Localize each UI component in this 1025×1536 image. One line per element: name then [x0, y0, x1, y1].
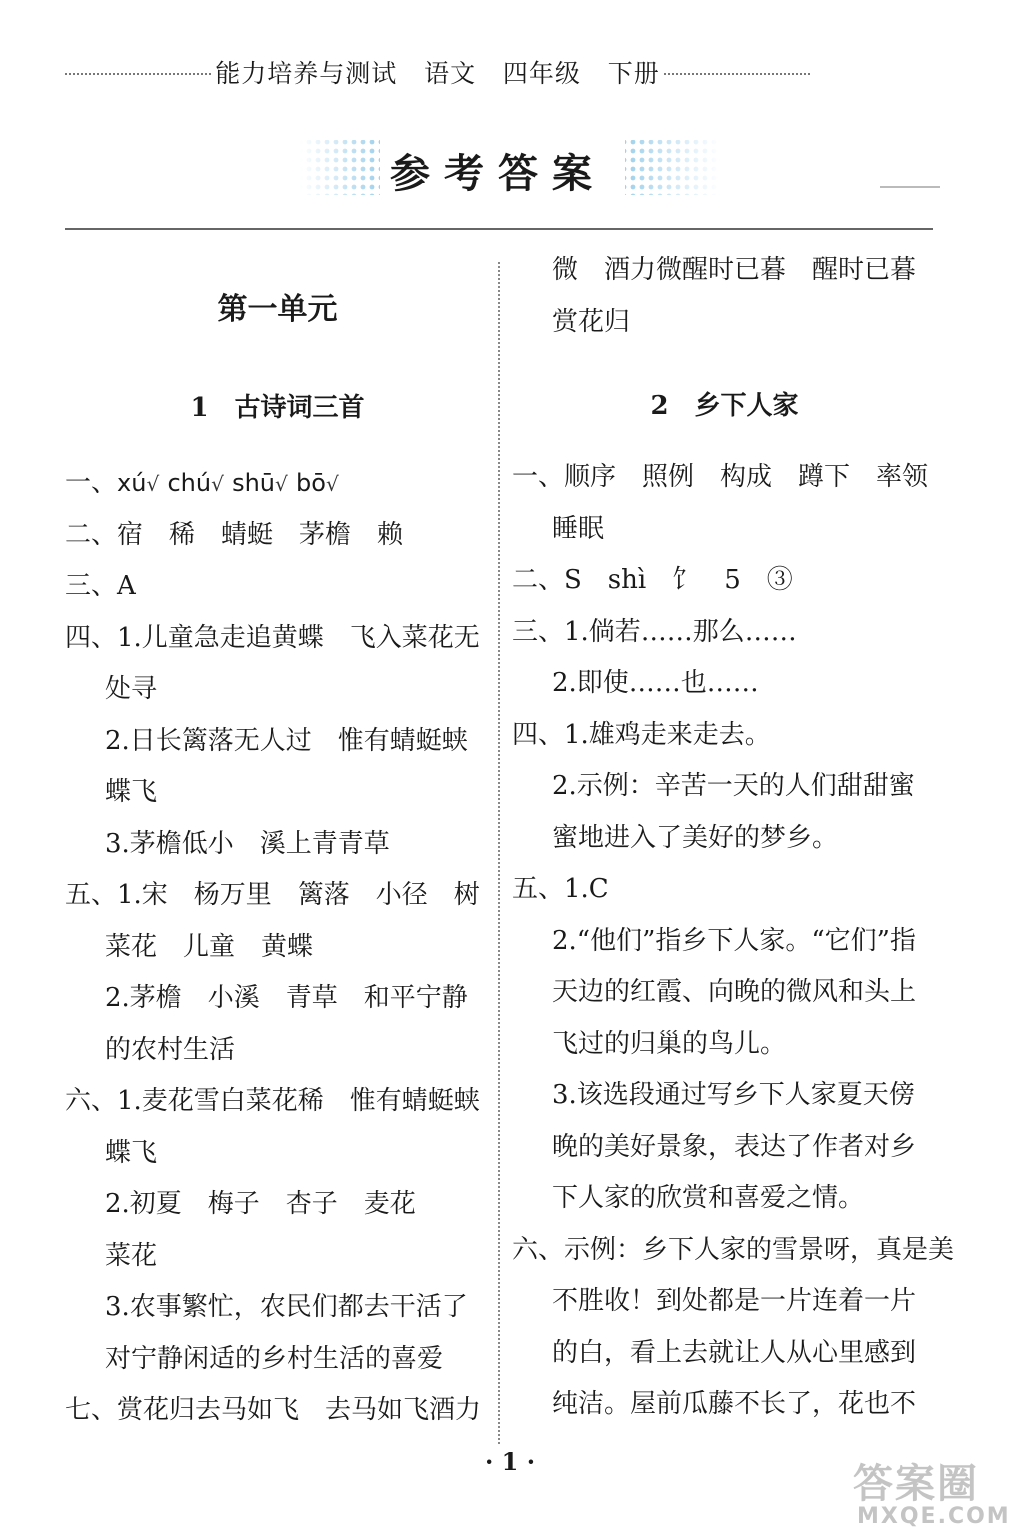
answer-line: 2.初夏 梅子 杏子 麦花 — [105, 1189, 416, 1219]
pinyin-answer: bō — [296, 469, 326, 497]
watermark-text: 答案圈 — [853, 1461, 979, 1507]
answer-line: 三、1.倘若……那么…… — [512, 616, 797, 647]
lesson-title-2: 2 乡下人家 — [650, 391, 799, 421]
left-column — [65, 280, 490, 1437]
answer-line: 五、1.宋 杨万里 篱落 小径 树 — [65, 880, 480, 910]
check-mark: √ — [211, 472, 224, 496]
page-number: · 1 · — [484, 1447, 536, 1476]
answer-line: 的白，看上去就让人从心里感到 — [552, 1337, 917, 1368]
answer-line: 不胜收！到处都是一片连着一片 — [552, 1286, 917, 1316]
running-header — [65, 52, 810, 92]
right-column — [512, 245, 955, 1431]
answer-line: 微 酒力微醒时已暮 醒时已暮 — [552, 255, 917, 285]
answer-line: 五、1.C — [512, 874, 609, 904]
answer-line: 七、赏花归去马如飞 去马如飞酒力 — [65, 1395, 482, 1425]
answer-line: 菜花 — [105, 1240, 158, 1271]
answer-line: 蜜地进入了美好的梦乡。 — [552, 822, 839, 853]
watermark-logo — [835, 1452, 1025, 1532]
answer-line: 蝶飞 — [105, 1137, 158, 1168]
answer-line: 对宁静闲适的乡村生活的喜爱 — [105, 1343, 444, 1374]
check-mark: √ — [325, 472, 339, 496]
answer-line-pinyin — [65, 458, 490, 510]
title-rule — [65, 228, 933, 230]
page-title: 参考答案 — [390, 150, 606, 197]
question-number: 一、 — [65, 468, 118, 498]
header-dotted-rule-left — [65, 73, 211, 75]
answer-line: 六、1.麦花雪白菜花稀 惟有蜻蜓蛱 — [65, 1086, 480, 1116]
answer-line: 3.农事繁忙，农民们都去干活了 — [105, 1292, 468, 1322]
answer-line: 2.茅檐 小溪 青草 和平宁静 — [105, 983, 468, 1013]
answer-line: 二、S shì 饣 5 ③ — [512, 565, 793, 595]
lesson-title-1: 1 古诗词三首 — [190, 393, 365, 423]
answer-line: 天边的红霞、向晚的微风和头上 — [552, 977, 917, 1007]
check-mark: √ — [275, 472, 288, 496]
answer-line: 赏花归 — [552, 306, 631, 337]
header-text: 能力培养与测试 语文 四年级 下册 — [215, 59, 660, 88]
answer-line: 下人家的欣赏和喜爱之情。 — [552, 1183, 865, 1213]
header-dotted-rule-right — [664, 73, 810, 75]
answer-line: 2.“他们”指乡下人家。“它们”指 — [552, 925, 916, 956]
answer-line: 晚的美好景象，表达了作者对乡 — [552, 1131, 917, 1162]
answer-line: 二、宿 稀 蜻蜓 茅檐 赖 — [65, 519, 404, 550]
answer-line: 的农村生活 — [105, 1034, 236, 1065]
answer-line: 三、A — [65, 571, 136, 601]
answer-line: 菜花 儿童 黄蝶 — [105, 931, 314, 962]
unit-title: 第一单元 — [217, 292, 338, 327]
answer-line: 飞过的归巢的鸟儿。 — [552, 1028, 787, 1059]
answer-line: 3.茅檐低小 溪上青青草 — [105, 828, 390, 859]
check-mark: √ — [146, 472, 160, 496]
answer-line: 2.示例：辛苦一天的人们甜甜蜜 — [552, 771, 915, 801]
pinyin-answer: shū — [232, 469, 276, 497]
answer-line: 3.该选段通过写乡下人家夏天傍 — [552, 1080, 915, 1110]
answer-line: 蝶飞 — [105, 777, 158, 807]
answer-line: 2.日长篱落无人过 惟有蜻蜓蛱 — [105, 725, 468, 756]
answer-line: 四、1.雄鸡走来走去。 — [512, 719, 771, 750]
answer-line: 处寻 — [105, 674, 158, 704]
answer-line: 纯洁。屋前瓜藤不长了，花也不 — [552, 1389, 917, 1419]
pinyin-answer: xú — [117, 469, 147, 497]
pinyin-answer: chú — [167, 469, 212, 497]
answer-line: 睡眠 — [552, 513, 605, 544]
column-separator — [498, 262, 500, 1444]
watermark-domain: MXQE.COM — [857, 1504, 1011, 1529]
answer-line: 六、示例：乡下人家的雪景呀，真是美 — [512, 1234, 955, 1265]
answer-line: 四、1.儿童急走追黄蝶 飞入菜花无 — [65, 622, 480, 653]
answer-line: 2.即使……也…… — [552, 668, 759, 698]
answer-line: 一、顺序 照例 构成 蹲下 率领 — [512, 462, 929, 492]
